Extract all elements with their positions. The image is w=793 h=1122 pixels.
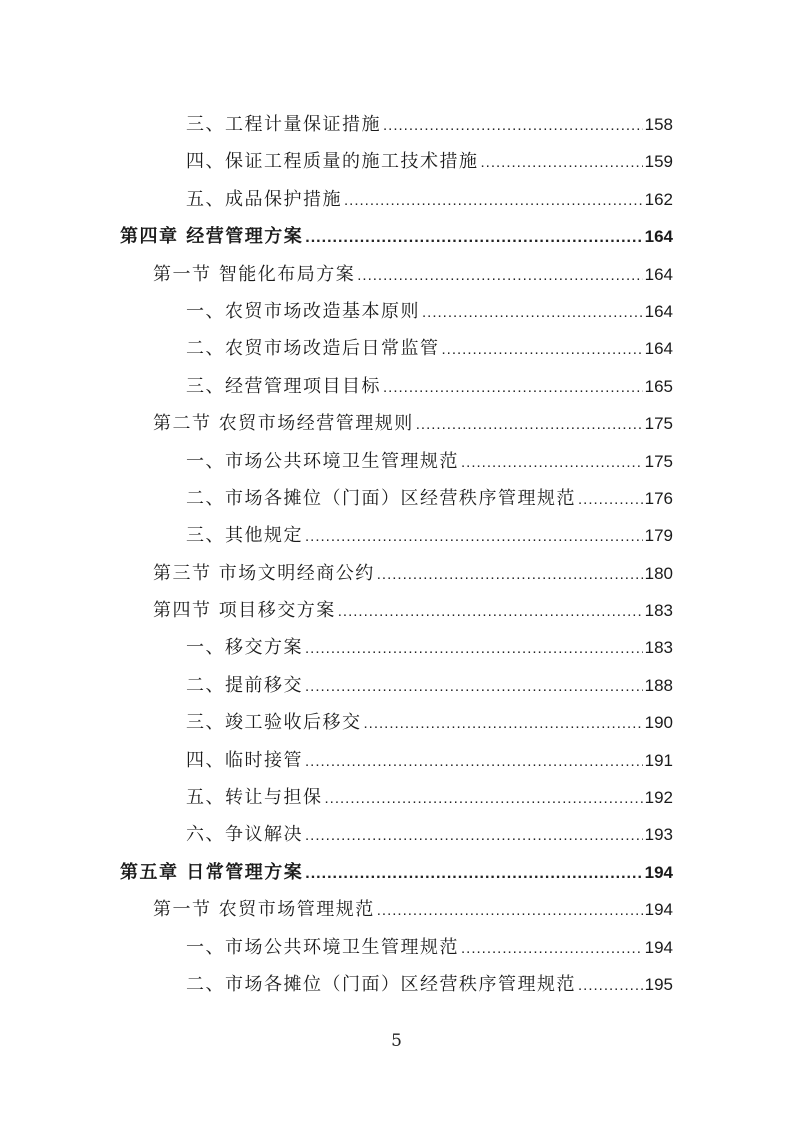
toc-entry-label: 三、其他规定 bbox=[186, 525, 303, 547]
toc-entry-label: 第一节 智能化布局方案 bbox=[153, 263, 356, 285]
toc-leader-dots bbox=[578, 481, 643, 518]
toc-leader-dots bbox=[305, 630, 643, 667]
toc-leader-dots bbox=[305, 219, 642, 256]
toc-entry-page: 180 bbox=[644, 563, 673, 583]
toc-entry-label: 三、工程计量保证措施 bbox=[186, 114, 381, 135]
toc-entry-label: 四、保证工程质量的施工技术措施 bbox=[186, 151, 479, 173]
table-of-contents bbox=[120, 106, 673, 1003]
toc-leader-dots bbox=[442, 331, 643, 368]
toc-entry[interactable] bbox=[120, 181, 673, 218]
toc-leader-dots bbox=[461, 444, 643, 481]
toc-leader-dots bbox=[416, 406, 643, 443]
toc-entry-page: 192 bbox=[644, 788, 673, 808]
toc-section[interactable] bbox=[120, 256, 673, 293]
toc-entry-page: 164 bbox=[644, 301, 673, 321]
toc-entry-page: 191 bbox=[644, 750, 673, 770]
toc-entry-label: 五、成品保护措施 bbox=[186, 188, 342, 210]
toc-entry-page: 159 bbox=[644, 152, 673, 172]
toc-entry[interactable] bbox=[120, 293, 673, 330]
toc-entry[interactable] bbox=[120, 143, 673, 180]
toc-entry-page: 164 bbox=[644, 339, 673, 359]
toc-entry[interactable] bbox=[120, 368, 673, 405]
toc-entry-page: 194 bbox=[644, 862, 673, 882]
toc-entry[interactable] bbox=[120, 966, 673, 1003]
toc-entry-label: 六、争议解决 bbox=[186, 824, 303, 846]
toc-leader-dots bbox=[305, 817, 643, 854]
toc-entry-page: 175 bbox=[644, 451, 673, 471]
toc-entry-label: 二、提前移交 bbox=[186, 674, 303, 696]
toc-entry-page: 158 bbox=[644, 115, 673, 134]
toc-leader-dots bbox=[422, 294, 643, 331]
toc-leader-dots bbox=[383, 369, 643, 406]
toc-leader-dots bbox=[461, 930, 643, 967]
toc-chapter[interactable] bbox=[120, 218, 673, 255]
toc-entry-label: 第一节 农贸市场管理规范 bbox=[153, 899, 375, 921]
toc-entry-page: 194 bbox=[644, 900, 673, 920]
toc-entry[interactable] bbox=[120, 629, 673, 666]
toc-entry-label: 五、转让与担保 bbox=[186, 787, 323, 809]
toc-entry-page: 193 bbox=[644, 825, 673, 845]
toc-entry-label: 二、市场各摊位（门面）区经营秩序管理规范 bbox=[186, 487, 576, 509]
toc-entry[interactable] bbox=[120, 517, 673, 554]
toc-entry[interactable] bbox=[120, 443, 673, 480]
toc-entry-label: 第二节 农贸市场经营管理规则 bbox=[153, 413, 414, 435]
toc-entry-page: 183 bbox=[644, 601, 673, 621]
toc-entry[interactable] bbox=[120, 929, 673, 966]
toc-entry[interactable] bbox=[120, 816, 673, 853]
toc-leader-dots bbox=[305, 668, 643, 705]
toc-entry-page: 165 bbox=[644, 376, 673, 396]
toc-entry-label: 一、市场公共环境卫生管理规范 bbox=[186, 450, 459, 472]
toc-leader-dots bbox=[325, 780, 643, 817]
toc-chapter[interactable] bbox=[120, 854, 673, 891]
toc-entry-page: 183 bbox=[644, 638, 673, 658]
toc-leader-dots bbox=[578, 967, 643, 1004]
toc-entry-label: 二、市场各摊位（门面）区经营秩序管理规范 bbox=[186, 973, 576, 995]
toc-leader-dots bbox=[344, 182, 643, 219]
toc-entry[interactable] bbox=[120, 742, 673, 779]
toc-entry-page: 195 bbox=[644, 974, 673, 994]
toc-entry-page: 190 bbox=[644, 713, 673, 733]
toc-entry-label: 第五章 日常管理方案 bbox=[120, 861, 304, 883]
toc-entry-page: 162 bbox=[644, 189, 673, 209]
toc-leader-dots bbox=[364, 705, 643, 742]
toc-entry-page: 164 bbox=[644, 264, 673, 284]
toc-entry-label: 第四节 项目移交方案 bbox=[153, 600, 336, 622]
toc-section[interactable] bbox=[120, 891, 673, 928]
toc-section[interactable] bbox=[120, 555, 673, 592]
toc-entry-label: 二、农贸市场改造后日常监管 bbox=[186, 338, 440, 360]
toc-entry-label: 一、市场公共环境卫生管理规范 bbox=[186, 936, 459, 958]
toc-section[interactable] bbox=[120, 405, 673, 442]
toc-entry-page: 175 bbox=[644, 414, 673, 434]
toc-leader-dots bbox=[305, 743, 643, 780]
toc-entry[interactable] bbox=[120, 480, 673, 517]
toc-entry-label: 三、经营管理项目目标 bbox=[186, 375, 381, 397]
page-number: 5 bbox=[391, 1031, 402, 1051]
toc-entry-label: 一、移交方案 bbox=[186, 637, 303, 659]
toc-entry-page: 194 bbox=[644, 937, 673, 957]
toc-entry-page: 164 bbox=[644, 227, 673, 247]
toc-leader-dots bbox=[338, 593, 643, 630]
toc-leader-dots bbox=[305, 855, 642, 892]
toc-leader-dots bbox=[377, 556, 643, 593]
toc-leader-dots bbox=[481, 144, 643, 181]
toc-entry-page: 179 bbox=[644, 526, 673, 546]
toc-leader-dots bbox=[383, 107, 643, 144]
toc-entry[interactable] bbox=[120, 667, 673, 704]
toc-entry[interactable] bbox=[120, 106, 673, 143]
toc-leader-dots bbox=[377, 892, 643, 929]
toc-entry-label: 第四章 经营管理方案 bbox=[120, 226, 304, 248]
toc-leader-dots bbox=[305, 518, 643, 555]
toc-entry-label: 三、竣工验收后移交 bbox=[186, 712, 362, 734]
toc-entry-page: 188 bbox=[644, 675, 673, 695]
toc-leader-dots bbox=[357, 257, 642, 294]
toc-entry-label: 四、临时接管 bbox=[186, 749, 303, 771]
toc-entry-label: 一、农贸市场改造基本原则 bbox=[186, 300, 420, 322]
toc-entry[interactable] bbox=[120, 330, 673, 367]
toc-entry[interactable] bbox=[120, 779, 673, 816]
toc-entry[interactable] bbox=[120, 704, 673, 741]
toc-section[interactable] bbox=[120, 592, 673, 629]
toc-entry-label: 第三节 市场文明经商公约 bbox=[153, 562, 375, 584]
toc-entry-page: 176 bbox=[644, 488, 673, 508]
